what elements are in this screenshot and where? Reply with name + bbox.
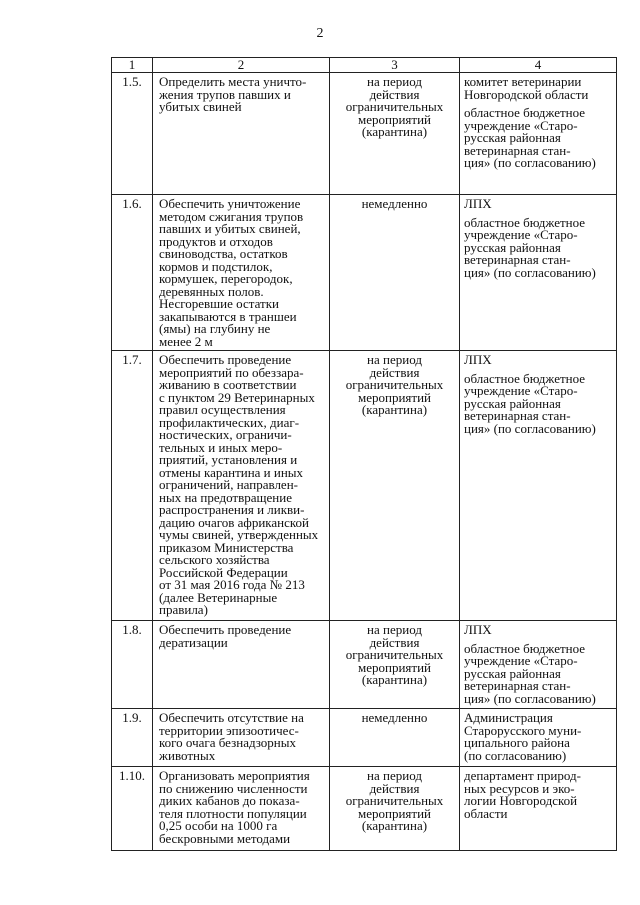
- row-responsible: комитет ветеринарии Новгородской области: [464, 74, 589, 102]
- row-number: 1.7.: [112, 351, 153, 621]
- row-term: на период действия ограничительных мероприятий (карантина): [345, 768, 444, 833]
- row-action: Определить места уничто- жения трупов павших и убитых свиней: [159, 74, 307, 114]
- row-term: немедленно: [361, 710, 428, 725]
- row-number: 1.9.: [112, 709, 153, 767]
- row-action: Обеспечить проведение мероприятий по обеззара- живанию в соответствии с пунктом 29 Ветеринарных правил осуществления профилактических, диаг- ностических, ограничи- тельных и иных меро- приятий, установления и отмены карантина и иных ограничений, направлен- ных на предотвращение распространения и ликви- дацию очагов африканской чумы свиней, утвержденных приказом Министерства сельского хозяйства Российской Федерации от 31 мая 2016 года № 213 (далее Ветеринарные правила): [159, 352, 319, 617]
- row-responsible: департамент природ- ных ресурсов и эко- логии Новгородской области: [464, 768, 581, 821]
- row-term: на период действия ограничительных мероприятий (карантина): [345, 352, 444, 417]
- row-responsible: областное бюджетное учреждение «Старо- русская районная ветеринарная стан- ция» (по согласованию): [464, 105, 596, 170]
- row-number: 1.6.: [112, 195, 153, 351]
- row-responsible: ЛПХ: [464, 622, 492, 637]
- row-number: 1.10.: [112, 767, 153, 851]
- row-action: Обеспечить отсутствие на территории эпизоотичес- кого очага безнадзорных животных: [159, 710, 304, 763]
- measures-table: [111, 57, 617, 851]
- row-term: немедленно: [361, 196, 428, 211]
- row-responsible: областное бюджетное учреждение «Старо- русская районная ветеринарная стан- ция» (по согласованию): [464, 640, 596, 706]
- row-term: на период действия ограничительных мероприятий (карантина): [345, 622, 444, 687]
- row-responsible: областное бюджетное учреждение «Старо- русская районная ветеринарная стан- ция» (по согласованию): [464, 214, 596, 280]
- row-number: 1.8.: [112, 621, 153, 709]
- row-term: на период действия ограничительных мероприятий (карантина): [345, 74, 444, 139]
- row-number: 1.5.: [112, 73, 153, 195]
- table-row: [112, 709, 617, 767]
- page-number: 2: [316, 26, 324, 41]
- row-action: Обеспечить проведение дератизации: [159, 622, 292, 650]
- row-action: Организовать мероприятия по снижению численности диких кабанов до показа- теля плотности популяции 0,25 особи на 1000 га бескровными методами: [159, 768, 310, 846]
- table-row: [112, 351, 617, 621]
- column-header: 4: [460, 58, 617, 73]
- row-action: Обеспечить уничтожение методом сжигания трупов павших и убитых свиней, продуктов и отходов свиноводства, остатков кормов и подстилок, кормушек, перегородок, деревянных полов. Несгоревшие остатки закапываются в траншеи (ямы) на глубину не менее 2 м: [159, 196, 304, 349]
- header-row: [112, 58, 617, 73]
- row-responsible: областное бюджетное учреждение «Старо- русская районная ветеринарная стан- ция» (по согласованию): [464, 370, 596, 436]
- table-row: [112, 73, 617, 195]
- row-responsible: ЛПХ: [464, 352, 492, 367]
- table-row: [112, 621, 617, 709]
- column-header: 3: [330, 58, 460, 73]
- column-header: 1: [112, 58, 153, 73]
- table-row: [112, 767, 617, 851]
- row-responsible: ЛПХ: [464, 196, 492, 211]
- table-row: [112, 195, 617, 351]
- row-responsible: Администрация Старорусского муни- ципального района (по согласованию): [464, 710, 582, 763]
- column-header: 2: [153, 58, 330, 73]
